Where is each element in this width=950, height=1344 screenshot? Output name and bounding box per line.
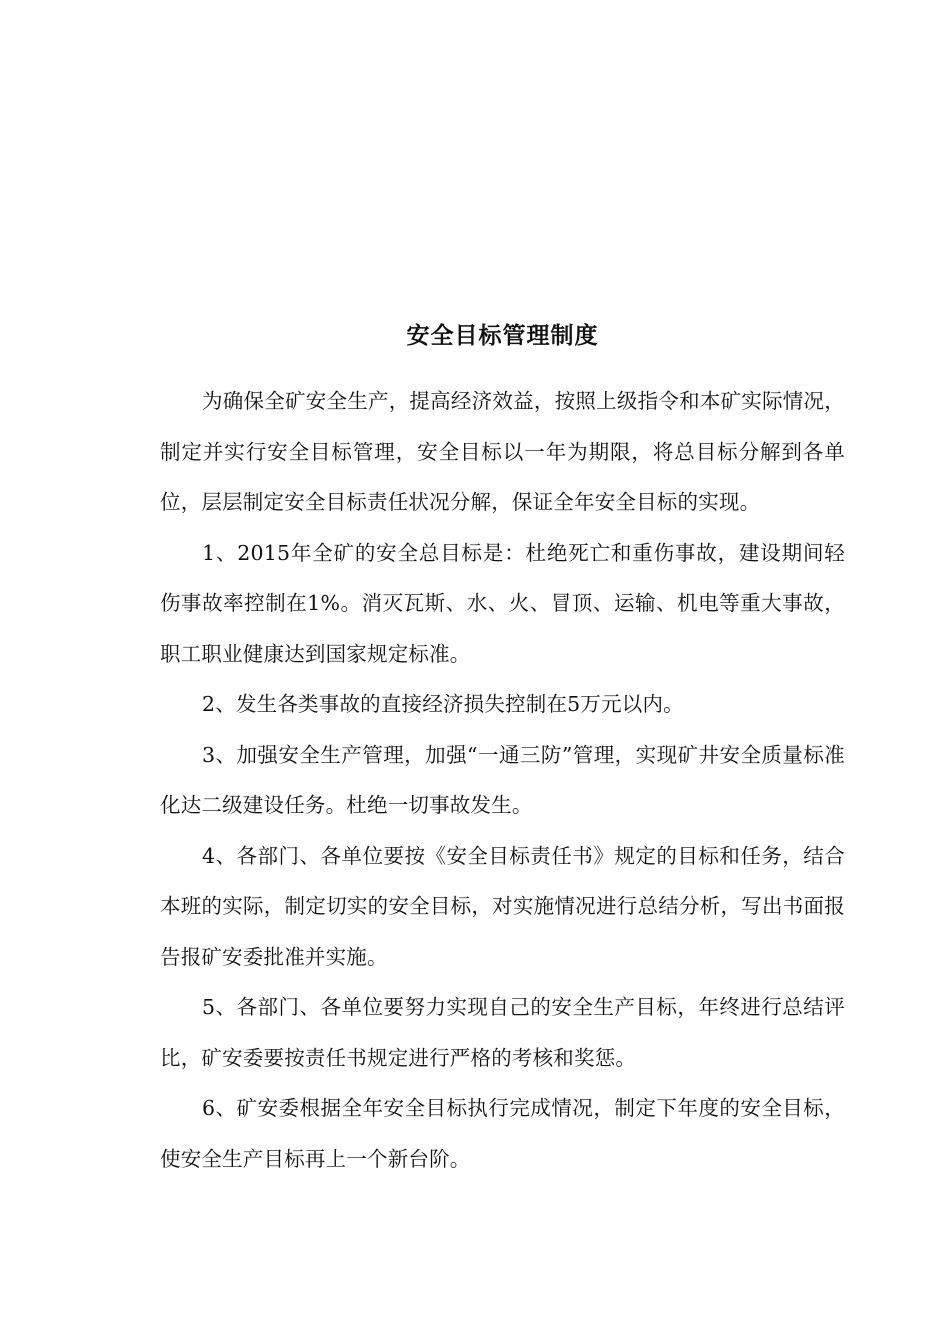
paragraph-item-5: 5、各部门、各单位要努力实现自己的安全生产目标，年终进行总结评比，矿安委要按责任书规定进行严格的考核和奖惩。 [160,995,845,1070]
paragraph-item-1: 1、2015年全矿的安全总目标是：杜绝死亡和重伤事故，建设期间轻伤事故率控制在1%。消灭瓦斯、水、火、冒顶、运输、机电等重大事故，职工职业健康达到国家规定标准。 [160,540,845,666]
paragraph-item-3: 3、加强安全生产管理，加强“一通三防”管理，实现矿井安全质量标准化达二级建设任务。杜绝一切事故发生。 [160,742,845,817]
paragraph-item-4: 4、各部门、各单位要按《安全目标责任书》规定的目标和任务，结合本班的实际，制定切实的安全目标，对实施情况进行总结分析，写出书面报告报矿安委批准并实施。 [160,843,845,969]
paragraph-item-6: 6、矿安委根据全年安全目标执行完成情况，制定下年度的安全目标，使安全生产目标再上一个新台阶。 [160,1096,845,1171]
document-title: 安全目标管理制度 [406,323,599,349]
intro-paragraph: 为确保全矿安全生产，提高经济效益，按照上级指令和本矿实际情况，制定并实行安全目标管理，安全目标以一年为期限，将总目标分解到各单位，层层制定安全目标责任状况分解，保证全年安全目标的实现。 [160,389,845,514]
document-body [160,376,845,1184]
paragraph-item-2: 2、发生各类事故的直接经济损失控制在5万元以内。 [202,692,684,716]
